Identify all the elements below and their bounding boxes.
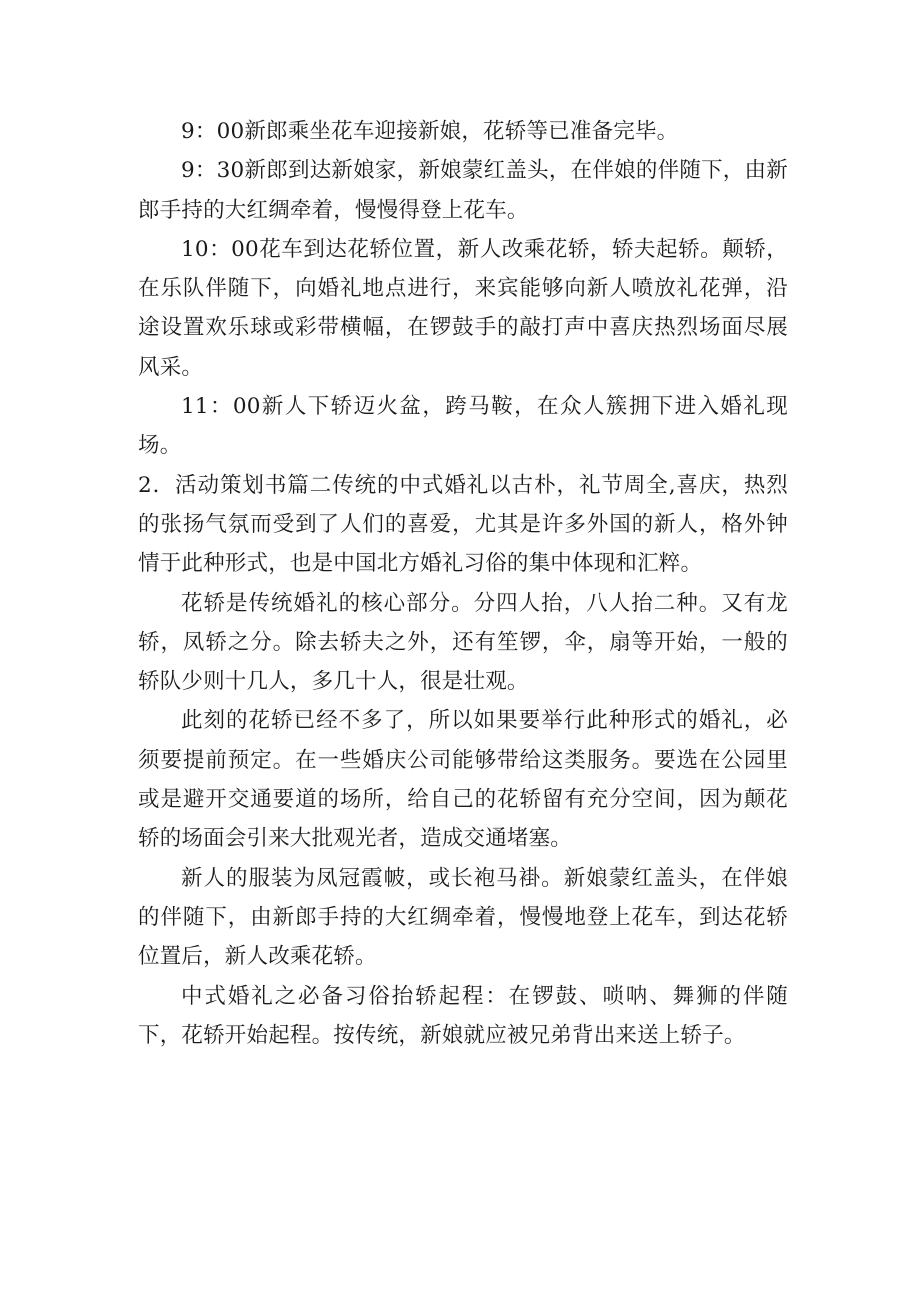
paragraph-9-00: 9：00新郎乘坐花车迎接新娘，花轿等已准备完毕。 <box>181 119 679 144</box>
document-body <box>138 112 788 1055</box>
paragraph-reservation: 此刻的花轿已经不多了，所以如果要举行此种形式的婚礼，必须要提前预定。在一些婚庆公司能够带给这类服务。要选在公园里或是避开交通要道的场所，给自己的花轿留有充分空间，因为颠花轿的场面会引来大批观光者，造成交通堵塞。 <box>138 708 788 852</box>
paragraph-attire: 新人的服装为凤冠霞帔，或长袍马褂。新娘蒙红盖头，在伴娘的伴随下，由新郎手持的大红绸牵着，慢慢地登上花车，到达花轿位置后，新人改乘花轿。 <box>138 865 788 970</box>
paragraph-departure: 中式婚礼之必备习俗抬轿起程：在锣鼓、唢呐、舞狮的伴随下，花轿开始起程。按传统，新娘就应被兄弟背出来送上轿子。 <box>138 983 788 1048</box>
paragraph-11-00: 11：00新人下轿迈火盆，跨马鞍，在众人簇拥下进入婚礼现场。 <box>138 394 788 459</box>
paragraph-9-30: 9：30新郎到达新娘家，新娘蒙红盖头，在伴娘的伴随下，由新郎手持的大红绸牵着，慢慢得登上花车。 <box>138 158 788 223</box>
paragraph-section-2: 2．活动策划书篇二传统的中式婚礼以古朴，礼节周全,喜庆，热烈的张扬气氛而受到了人们的喜爱，尤其是许多外国的新人，格外钟情于此种形式，也是中国北方婚礼习俗的集中体现和汇粹。 <box>138 472 788 577</box>
paragraph-sedan-chair: 花轿是传统婚礼的核心部分。分四人抬，八人抬二种。又有龙轿，凤轿之分。除去轿夫之外，还有笙锣，伞，扇等开始，一般的轿队少则十几人，多几十人，很是壮观。 <box>138 590 788 695</box>
paragraph-10-00: 10：00花车到达花轿位置，新人改乘花轿，轿夫起轿。颠轿，在乐队伴随下，向婚礼地点进行，来宾能够向新人喷放礼花弹，沿途设置欢乐球或彩带横幅，在锣鼓手的敲打声中喜庆热烈场面尽展风采。 <box>138 236 788 380</box>
